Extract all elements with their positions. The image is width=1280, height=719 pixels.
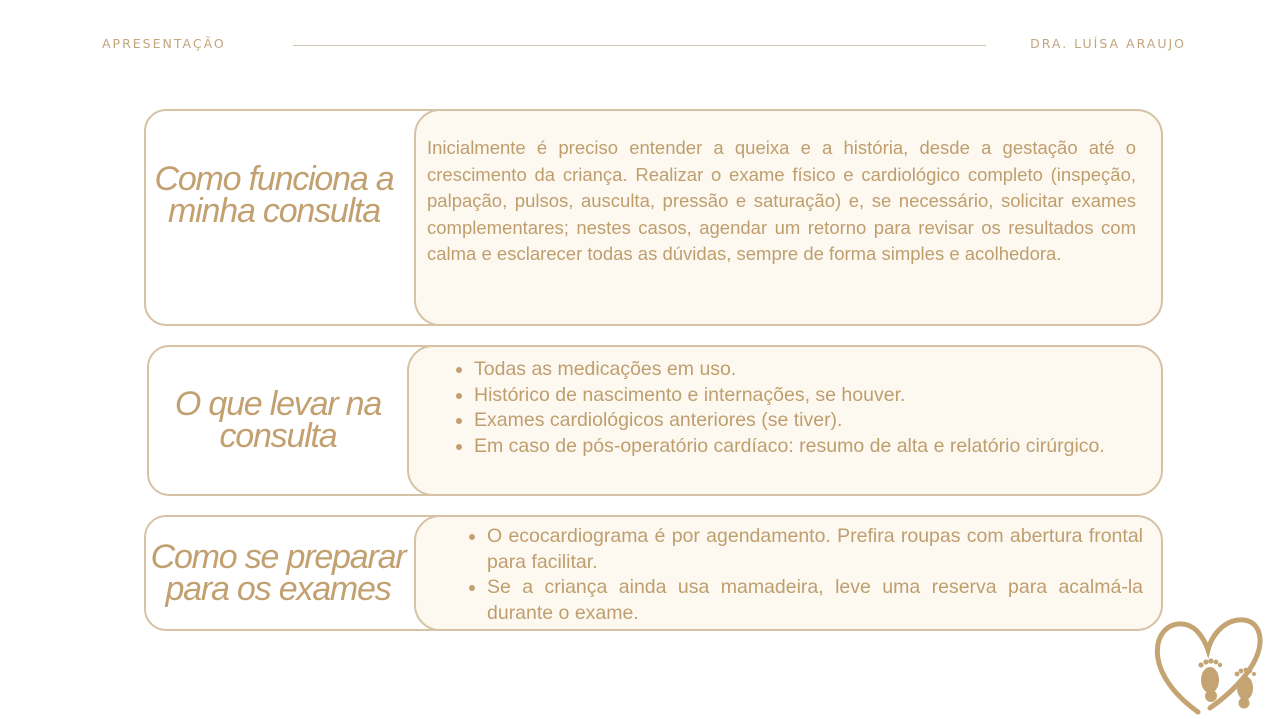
list-item: • Em caso de pós-operatório cardíaco: resumo de alta e relatório cirúrgico. — [474, 434, 1110, 460]
header-author-label: DRA. LUÍSA ARAUJO — [1030, 36, 1186, 51]
list-item: • O ecocardiograma é por agendamento. Prefira roupas com abertura frontal para facilitar. — [487, 524, 1143, 575]
section-levar-list — [454, 357, 1110, 459]
list-item: • Todas as medicações em uso. — [474, 357, 1110, 383]
section-levar-title: O que levar na consulta — [174, 385, 382, 455]
list-item: • Exames cardiológicos anteriores (se tiver). — [474, 408, 1110, 434]
section-exames-list — [467, 524, 1143, 626]
list-item: • Se a criança ainda usa mamadeira, leve uma reserva para acalmá-la durante o exame. — [487, 575, 1143, 626]
section-consulta-title: Como funciona a minha consulta — [154, 160, 394, 230]
header-divider — [293, 45, 986, 46]
list-item: • Histórico de nascimento e internações, se houver. — [474, 383, 1110, 409]
heart-baby-feet-icon — [1150, 612, 1268, 716]
header-section-label: APRESENTAÇÃO — [102, 36, 226, 51]
section-exames-title: Como se preparar para os exames — [150, 538, 406, 608]
section-consulta-text: Inicialmente é preciso entender a queixa e a história, desde a gestação até o crescimento da criança. Realizar o exame físico e cardiológico completo (inspeção, palpação, pulsos, ausculta, pressão e saturação) e, se necessário, solicitar exames complementares; nestes casos, agendar um retorno para revisar os resultados com calma e esclarecer todas as dúvidas, sempre de forma simples e acolhedora. — [427, 137, 1136, 264]
